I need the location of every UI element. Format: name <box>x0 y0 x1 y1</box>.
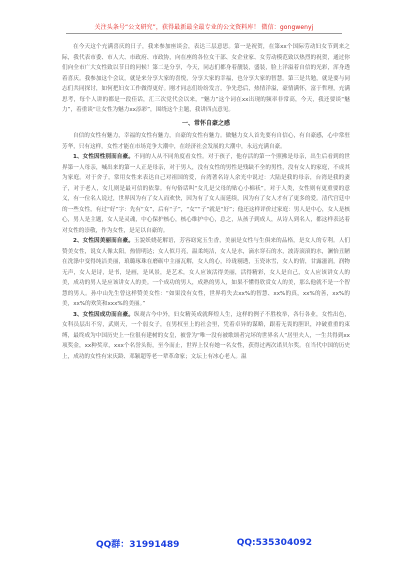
paragraph <box>62 152 350 236</box>
paragraph-text: 玉貌妖娆花解语，芳容窈窕玉生香，美丽是女性与生俱来的品格，是女人的专利。人们赞美女性，说女人像太阳，热情明达；女人似月亮，温柔纯洁，女人是水，滴水穿石的水，波涛滚滚的水，澜怡丑陋在洗涤中变得纯洁美丽，琅璐琢珠在磨砺中主丽瓦解，女人的心，玲珑剔透，玉瓷冰雪，女人的情，甘露滋润，润物无声，女人是诗，是书，是画，是风景，是艺术，女人应该活得美丽，活得精彩，女人是自己，女人应该讲女人的美，成功的男人是应该讲女人的美。一个成功的男人，成熟的男人，如果不懂得欣赏女人的美，那么他就不是一个智慧的男人。孙中山先生曾这样赞美女性：“如果没有女性，世界将失去xx%的智慧、xx%的真，xx%的善，xx%的美，xx%的欢笑和xxx%的美丽。” <box>62 238 350 307</box>
paragraph-lead: 3、女性因成功而自豪。 <box>73 311 134 318</box>
header-banner <box>66 20 342 34</box>
paragraph-text: 纵观古今中外，妇女精英成就辉煌人生，这样的例子不胜枚举，各行各业，女性出色，女科员层出不穷，武则天，一个弱女子，在男权至上的社会里，凭着卓异的谋略，跟着无畏的胆识，冲破重重的束缚，最终成为中国历史上一位很有建树的女皇，被誉为“唯一没有被歌颂者完坏的世界名人”居里夫人，一生共得到xx项奖金，xx种奖章，xxx个名誉头衔，至今而止，世界上仅有她一名女性，获得过两次诺贝尔奖。在当代中国的历史上，成功的女性有宋庆龄、邓颖超等老一辈革命家；文坛上有冰心老人。温 <box>62 311 350 360</box>
banner-text: 关注头条号“公文研究”，获得最新最全最专业的公文资料库！ 微信：gongwenyj <box>94 24 314 31</box>
footer <box>96 535 312 551</box>
paragraph <box>62 236 350 310</box>
qq-group-text: QQ群：31991489 <box>96 539 180 550</box>
paragraph-lead: 1、女性因性别而自豪。 <box>73 154 134 160</box>
paragraph-text: 不同的人从不同角度看女性。对于孩子，他存活的第一个照拂是母亲，出生后看到的世界第一人母亲，喊出来的第一人正是母亲，对于男人，没有女性的男性是残缺不全的男性，没有女人的家庭，不成其为家庭。对于舍子，常用女性来表达自己对祖国的爱，台湾著名诗人余光中说过：大陆是我的母亲，台湾是我的妻子，对于老人，女儿则是最可信的依靠。有句俗话叫“女儿是父母的贴心小棉袄”。对于人类，女性则有更重要的意义，有一位名人说过，世界因为有了女人而欢快，因为有了女人而延续，因为有了女人才有了更多的爱。清代宫廷中的一些女性，有过“好”字：先有“女”，后有“子”，“女”“子”就是“好”；他还这样评价过家庭：男人是中心，女人是核心，男人是主题，女人是灵魂，中心保护核心，核心维护中心，总之，从孩子到成人，从诗人到名人，都这样表达着对女性的崇敬，作为女性，是足以自豪的。 <box>62 154 350 234</box>
section-heading: 一、常怀自豪之感 <box>181 119 230 127</box>
qq-contact-text: QQ:535304092 <box>236 538 312 548</box>
paragraph: 自信的女性有魅力，幸福的女性有魅力，自豪的女性有魅力。做魅力女人首先要有自信心，有自豪感，心中常驻芳华，只有这样，女性才能在市场竞争大潮中，在经济社会发展的大潮中，永远充满自豪。 <box>62 133 350 150</box>
document-body <box>62 42 350 362</box>
paragraph-lead: 2、女性因美丽而自豪。 <box>73 238 134 244</box>
paragraph <box>62 310 350 363</box>
intro-paragraph: 在今天这个充满喜庆的日子，我来参加座谈会，表达三层意思。第一是祝贺，在第xx个国际劳动妇女节到来之际，我代表市委、市人大、市政府、市政协，向在座的各位女干部、女企业家、女劳动模范致以热烈的祝贺，通过你们向全市广大女性致以节日的问候！第二是分享，今天，同志们都身着靓装，盛装，脸上洋溢着自信的光彩，浑身透着喜庆。我参加这个会议，就是来分享大家的喜悦，分享大家的幸福，也分享大家的智慧。第三是共勉，就是要与同志们共同探讨，如何把妇女工作做得更好。刚才同志们纷纷发言，争先恐后，热情洋溢，豪情满怀，富于哲理，充满思考，每个人讲的都是一段佳话，汇三次党代会以来，“魅力”这个词在xx出现的频率非常高，今天，我还要谈“魅力”，着重谈“让女性为魅力xx添彩”，围绕这个主题，我讲四点意见。 <box>62 44 350 113</box>
